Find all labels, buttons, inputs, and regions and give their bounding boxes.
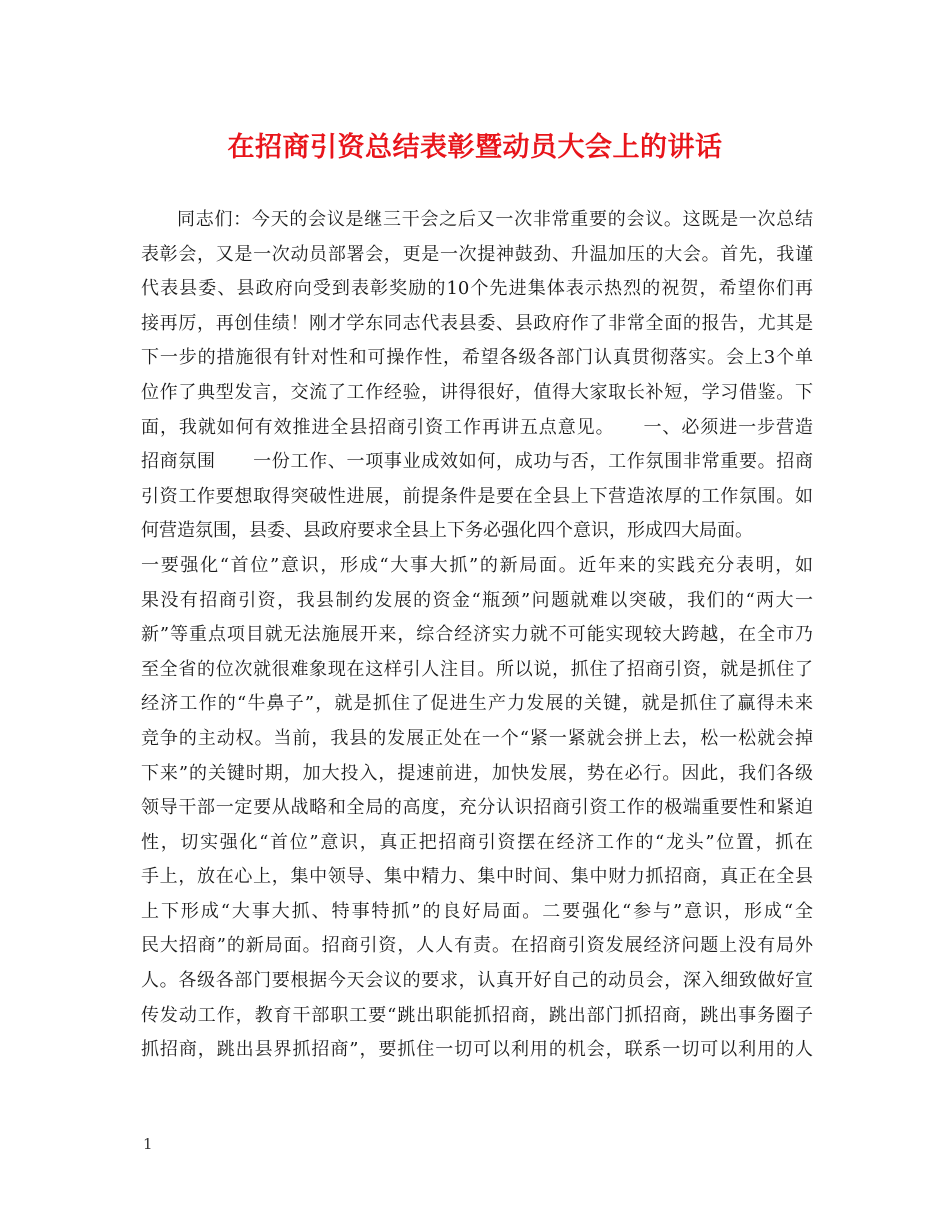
body-line: 至全省的位次就很难象现在这样引人注目。所以说，抓住了招商引资，就是抓住了 [141, 658, 813, 680]
body-line: 代表县委、县政府向受到表彰奖励的10个先进集体表示热烈的祝贺，希望你们再 [141, 278, 813, 300]
body-line: 引资工作要想取得突破性进展，前提条件是要在全县上下营造浓厚的工作氛围。如 [141, 485, 813, 507]
body-line: 手上，放在心上，集中领导、集中精力、集中时间、集中财力抓招商，真正在全县 [141, 866, 813, 888]
body-line: 下来”的关键时期，加大投入，提速前进，加快发展，势在必行。因此，我们各级 [141, 762, 813, 784]
document-title: 在招商引资总结表彰暨动员大会上的讲话 [227, 132, 723, 163]
body-line: 经济工作的“牛鼻子”，就是抓住了促进生产力发展的关键，就是抓住了赢得未来 [141, 693, 813, 715]
body-line: 果没有招商引资，我县制约发展的资金“瓶颈”问题就难以突破，我们的“两大一 [141, 589, 813, 611]
body-line: 接再厉，再创佳绩！刚才学东同志代表县委、县政府作了非常全面的报告，尤其是 [141, 312, 813, 334]
body-line: 下一步的措施很有针对性和可操作性，希望各级各部门认真贯彻落实。会上3个单 [141, 347, 813, 369]
body-line: 面，我就如何有效推进全县招商引资工作再讲五点意见。 一、必须进一步营造 [141, 416, 813, 438]
body-line: 抓招商，跳出县界抓招商”，要抓住一切可以利用的机会，联系一切可以利用的人 [141, 1039, 813, 1061]
body-line: 招商氛围 一份工作、一项事业成效如何，成功与否，工作氛围非常重要。招商 [141, 451, 813, 473]
body-line: 人。各级各部门要根据今天会议的要求，认真开好自己的动员会，深入细致做好宣 [141, 970, 813, 992]
page-number: 1 [143, 1135, 153, 1153]
body-line: 何营造氛围，县委、县政府要求全县上下务必强化四个意识，形成四大局面。 [141, 520, 753, 542]
body-line: 竞争的主动权。当前，我县的发展正处在一个“紧一紧就会拼上去，松一松就会掉 [141, 727, 813, 749]
body-line: 民大招商”的新局面。招商引资，人人有责。在招商引资发展经济问题上没有局外 [141, 935, 813, 957]
body-line: 表彰会，又是一次动员部署会，更是一次提神鼓劲、升温加压的大会。首先，我谨 [141, 243, 813, 265]
body-line: 位作了典型发言，交流了工作经验，讲得很好，值得大家取长补短，学习借鉴。下 [141, 381, 813, 403]
body-line: 同志们：今天的会议是继三干会之后又一次非常重要的会议。这既是一次总结 [177, 209, 813, 230]
body-line: 领导干部一定要从战略和全局的高度，充分认识招商引资工作的极端重要性和紧迫 [141, 797, 813, 819]
body-line: 性，切实强化“首位”意识，真正把招商引资摆在经济工作的“龙头”位置，抓在 [141, 831, 813, 853]
body-line: 一要强化“首位”意识，形成“大事大抓”的新局面。近年来的实践充分表明，如 [141, 554, 813, 576]
body-line: 上下形成“大事大抓、特事特抓”的良好局面。二要强化“参与”意识，形成“全 [141, 900, 813, 922]
document-body [141, 203, 813, 1068]
body-line: 传发动工作，教育干部职工要“跳出职能抓招商，跳出部门抓招商，跳出事务圈子 [141, 1004, 813, 1026]
body-line: 新”等重点项目就无法施展开来，综合经济实力就不可能实现较大跨越，在全市乃 [141, 624, 813, 646]
